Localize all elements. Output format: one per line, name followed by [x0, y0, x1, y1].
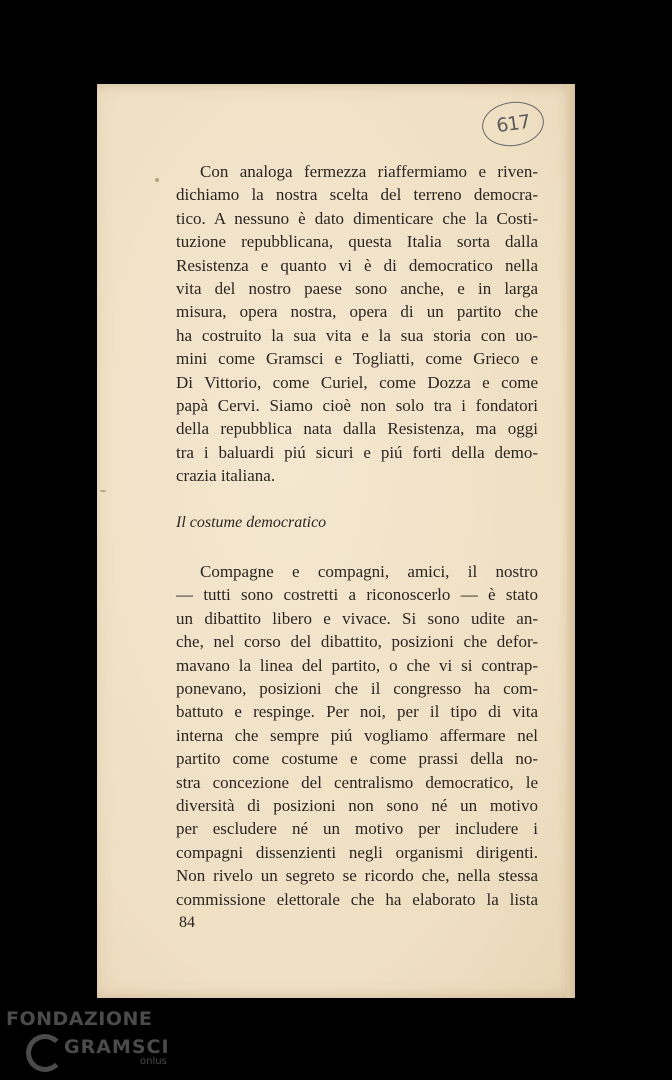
text-line: diversità di posizioni non sono né un motivo [176, 796, 538, 816]
text-line: Compagne e compagni, amici, il nostro [200, 562, 538, 581]
paragraph-2 [176, 560, 538, 911]
text-line: dichiamo la nostra scelta del terreno democra- [176, 185, 538, 205]
text-line: tuzione repubblicana, questa Italia sorta dalla [176, 232, 538, 252]
logo-line-1: FONDAZIONE [6, 1008, 153, 1030]
text-line: un dibattito libero e vivace. Si sono udite an- [176, 608, 538, 628]
text-line: — tutti sono costretti a riconoscerlo — è stato [176, 585, 538, 605]
paper-speck [155, 178, 159, 182]
text-line: Di Vittorio, come Curiel, come Dozza e come [176, 372, 538, 392]
text-line: stra concezione del centralismo democratico, le [176, 772, 538, 792]
logo-line-2: GRAMSCI [64, 1036, 170, 1058]
section-heading: Il costume democratico [176, 514, 327, 531]
page-edge [567, 84, 575, 998]
fondazione-gramsci-logo [6, 1008, 170, 1076]
text-line: Con analoga fermezza riaffermiamo e riven- [200, 162, 538, 181]
text-line: ponevano, posizioni che il congresso ha com- [176, 679, 538, 699]
page-number: 84 [179, 914, 195, 931]
text-line: Non rivelo un segreto se ricordo che, nella stessa [176, 866, 538, 886]
text-line: interna che sempre piú vogliamo affermare nel [176, 725, 538, 745]
text-line: crazia italiana. [176, 466, 276, 486]
text-line: per escludere né un motivo per includere i [176, 819, 538, 839]
text-line: papà Cervi. Siamo cioè non solo tra i fondatori [176, 396, 538, 416]
archive-number-stamp: 617 [479, 98, 547, 150]
text-line: tico. A nessuno è dato dimenticare che la Costi- [176, 208, 538, 228]
text-line: partito come costume e come prassi della no- [176, 749, 538, 769]
text-line: ha costruito la sua vita e la sua storia con uo- [176, 325, 538, 345]
logo-g-icon [26, 1034, 64, 1072]
text-line: mini come Gramsci e Togliatti, come Grieco e [176, 349, 538, 369]
text-line: tra i baluardi piú sicuri e piú forti della demo- [176, 442, 538, 462]
paragraph-1 [176, 160, 538, 488]
logo-onlus: onlus [140, 1056, 167, 1067]
paper-speck [100, 490, 106, 492]
text-line: della repubblica nata dalla Resistenza, ma oggi [176, 419, 538, 439]
text-line: commissione elettorale che ha elaborato la lista [176, 889, 538, 909]
text-line: battuto e respinge. Per noi, per il tipo di vita [176, 702, 538, 722]
text-line: vita del nostro paese sono anche, e in larga [176, 279, 538, 299]
text-line: compagni dissenzienti negli organismi dirigenti. [176, 842, 538, 862]
text-line: Resistenza e quanto vi è di democratico nella [176, 255, 538, 275]
book-page [97, 84, 575, 998]
text-line: mavano la linea del partito, o che vi si contrap- [176, 655, 538, 675]
text-line: misura, opera nostra, opera di un partito che [176, 302, 538, 322]
text-line: che, nel corso del dibattito, posizioni che defor- [176, 632, 538, 652]
